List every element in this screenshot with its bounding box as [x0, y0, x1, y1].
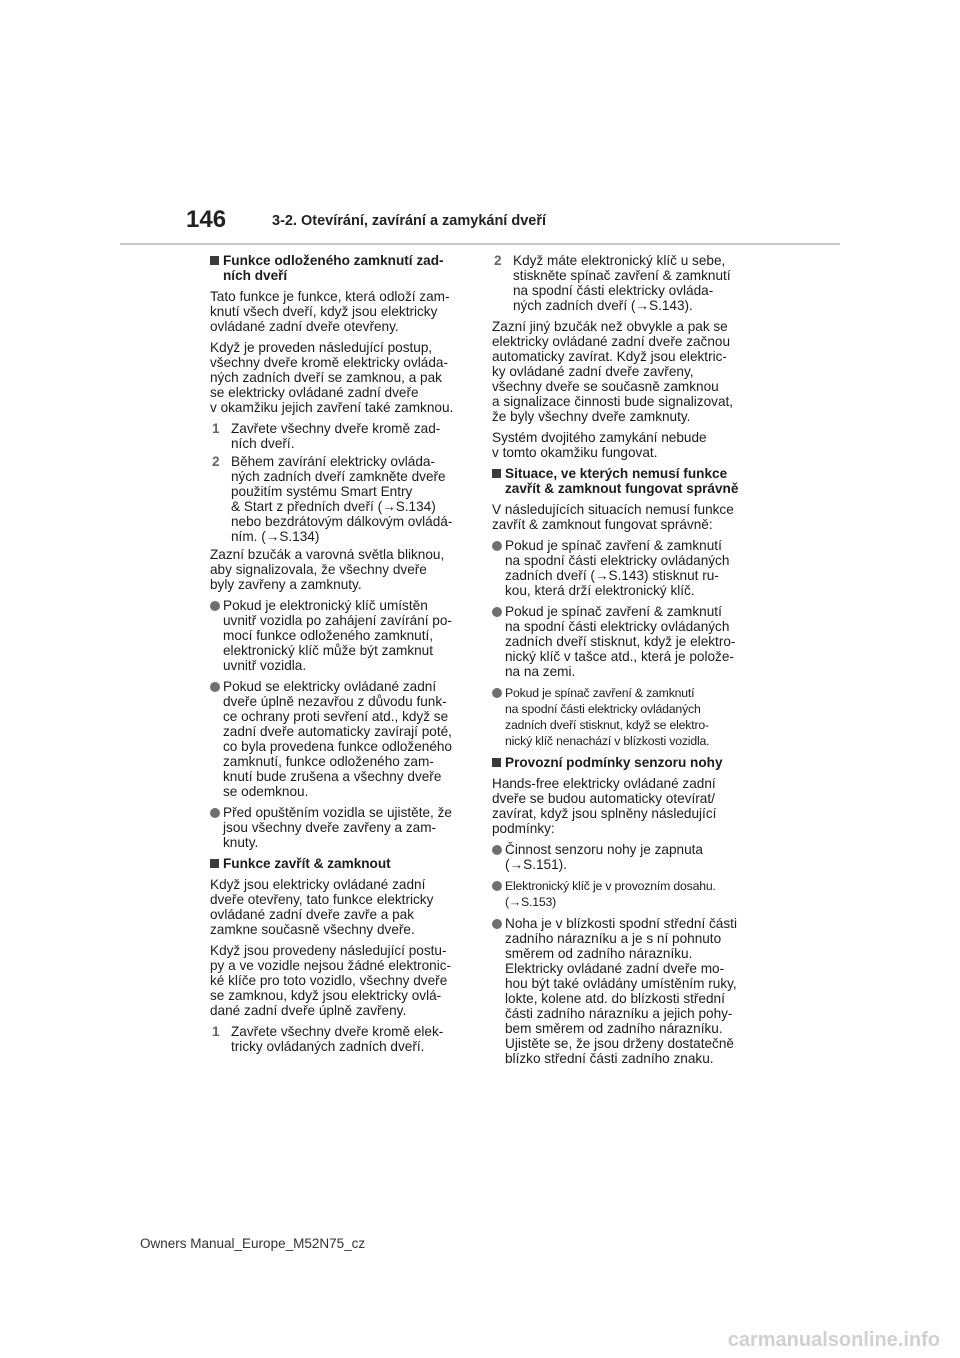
step-number: 1 — [212, 421, 220, 436]
circle-bullet-icon — [492, 541, 502, 551]
bullet-item — [492, 538, 746, 598]
circle-bullet-icon — [492, 919, 502, 929]
bullet-item — [492, 604, 746, 679]
paragraph: Když je proveden následující postup, všechny dveře kromě elektricky ovláda- ných zadních dveří se zamknou, a pak se elektricky ovládané zadní dveře v okamžiku jejich zavření také zamknou. — [210, 340, 454, 415]
step-number: 2 — [494, 253, 502, 268]
step-number: 1 — [212, 1024, 220, 1039]
step-text: Zavřete všechny dveře kromě zad- ních dveří. — [231, 421, 441, 451]
step-item — [210, 454, 464, 544]
circle-bullet-icon — [210, 682, 220, 692]
step-item — [210, 421, 464, 451]
watermark: carmanualsonline.info — [727, 1329, 940, 1351]
bullet-item — [492, 842, 746, 872]
footer-text: Owners Manual_Europe_M52N75_cz — [140, 1236, 366, 1251]
bullet-text: Noha je v blízkosti spodní střední části zadního nárazníku a je s ní pohnuto směrem od zadního nárazníku. Elektricky ovládané zadní dveře mo- hou být také ovládány umístěním ruky, lokte, kolene atd. do blízkosti střední části zadního nárazníku a jejich pohy- bem směrem od zadního nárazníku. Ujistěte se, že jsou drženy dostatečně blízko střední části zadního znaku. — [505, 916, 737, 1066]
heading-close-and-lock — [210, 856, 464, 871]
bullet-text: Pokud je spínač zavření & zamknutí na spodní části elektricky ovládaných zadních dveří stisknut, když je elektro- nický klíč v tašce atd., která je polože- na na zemi. — [505, 604, 736, 679]
bullet-item — [210, 679, 464, 799]
bullet-text: Pokud je spínač zavření & zamknutí na spodní části elektricky ovládaných zadních dveří (→S.143) stisknut ru- kou, která drží elektronický klíč. — [505, 538, 730, 598]
bullet-text: Činnost senzoru nohy je zapnuta (→S.151). — [505, 842, 703, 872]
circle-bullet-icon — [492, 881, 502, 891]
bullet-item — [492, 916, 746, 1066]
heading-text: Funkce zavřít & zamknout — [223, 856, 391, 871]
paragraph: V následujících situacích nemusí funkce zavřít & zamknout fungovat správně: — [492, 502, 734, 532]
heading-text: Provozní podmínky senzoru nohy — [505, 755, 723, 770]
paragraph: Hands-free elektricky ovládané zadní dveře se budou automaticky otevírat/ zavírat, když jsou splněny následující podmínky: — [492, 776, 717, 836]
paragraph: Zazní bzučák a varovná světla bliknou, aby signalizovala, že všechny dveře byly zavřeny a zamknuty. — [210, 547, 445, 592]
circle-bullet-icon — [492, 688, 502, 698]
step-text: Během zavírání elektricky ovláda- ných zadních dveří zamkněte dveře použitím systému Smart Entry & Start z předních dveří (→S.134) nebo bezdrátovým dálkovým ovládá- ním. (→S.134) — [231, 454, 453, 544]
paragraph: Když jsou elektricky ovládané zadní dveře otevřeny, tato funkce elektricky ovládané zadní dveře zavře a pak zamkne současně všechny dveře. — [210, 877, 434, 937]
bullet-text: Před opuštěním vozidla se ujistěte, že jsou všechny dveře zavřeny a zam- knuty. — [223, 805, 452, 850]
right-column — [492, 253, 746, 1072]
bullet-text: Elektronický klíč je v provozním dosahu. (→S.153) — [505, 879, 716, 909]
square-bullet-icon — [492, 758, 501, 767]
header-divider — [120, 243, 840, 245]
circle-bullet-icon — [492, 845, 502, 855]
bullet-item — [210, 805, 464, 850]
heading-delayed-lock — [210, 253, 464, 283]
bullet-item — [492, 685, 746, 749]
heading-foot-sensor — [492, 755, 746, 770]
left-column — [210, 253, 464, 1057]
heading-text: Situace, ve kterých nemusí funkce zavřít & zamknout fungovat správně — [505, 466, 739, 496]
paragraph: Když jsou provedeny následující postu- py a ve vozidle nejsou žádné elektronic- ké klíče pro toto vozidlo, všechny dveře se zamknou, když jsou elektricky ovlá- dané zadní dveře úplně zavřeny. — [210, 943, 452, 1018]
paragraph: Zazní jiný bzučák než obvykle a pak se elektricky ovládané zadní dveře začnou automaticky zavírat. Když jsou elektric- ky ovládané zadní dveře zavřeny, všechny dveře se současně zamknou a signalizace činnosti bude signalizovat, že byly všechny dveře zamknuty. — [492, 319, 734, 424]
circle-bullet-icon — [210, 808, 220, 818]
circle-bullet-icon — [210, 601, 220, 611]
step-item — [492, 253, 746, 313]
bullet-text: Pokud je spínač zavření & zamknutí na spodní části elektricky ovládaných zadních dveří stisknut, když se elektro- nický klíč nenachází v blízkosti vozidla. — [505, 686, 710, 748]
heading-text: Funkce odloženého zamknutí zad- ních dveří — [223, 253, 444, 283]
bullet-item — [210, 598, 464, 673]
paragraph: Systém dvojitého zamykání nebude v tomto okamžiku fungovat. — [492, 430, 707, 460]
square-bullet-icon — [210, 859, 219, 868]
page-number: 146 — [186, 206, 227, 233]
circle-bullet-icon — [492, 607, 502, 617]
bullet-text: Pokud je elektronický klíč umístěn uvnitř vozidla po zahájení zavírání po- mocí funkce odloženého zamknutí, elektronický klíč může být zamknut uvnitř vozidla. — [223, 598, 452, 673]
step-text: Když máte elektronický klíč u sebe, stiskněte spínač zavření & zamknutí na spodní části elektricky ovláda- ných zadních dveří (→S.143). — [513, 253, 731, 313]
step-item — [210, 1024, 464, 1054]
step-number: 2 — [212, 454, 220, 469]
bullet-item — [492, 878, 746, 910]
step-text: Zavřete všechny dveře kromě elek- tricky ovládaných zadních dveří. — [231, 1024, 444, 1054]
bullet-text: Pokud se elektricky ovládané zadní dveře úplně nezavřou z důvodu funk- ce ochrany proti sevření atd., když se zadní dveře automaticky zavírají poté, co byla provedena funkce odloženého zamknutí, funkce odloženého zam- knutí bude zrušena a všechny dveře se odemknou. — [223, 679, 452, 799]
square-bullet-icon — [492, 469, 501, 478]
paragraph: Tato funkce je funkce, která odloží zam- knutí všech dveří, když jsou elektricky ovládané zadní dveře otevřeny. — [210, 289, 450, 334]
section-title: 3-2. Otevírání, zavírání a zamykání dveří — [272, 213, 547, 229]
square-bullet-icon — [210, 256, 219, 265]
heading-close-lock-issues — [492, 466, 746, 496]
